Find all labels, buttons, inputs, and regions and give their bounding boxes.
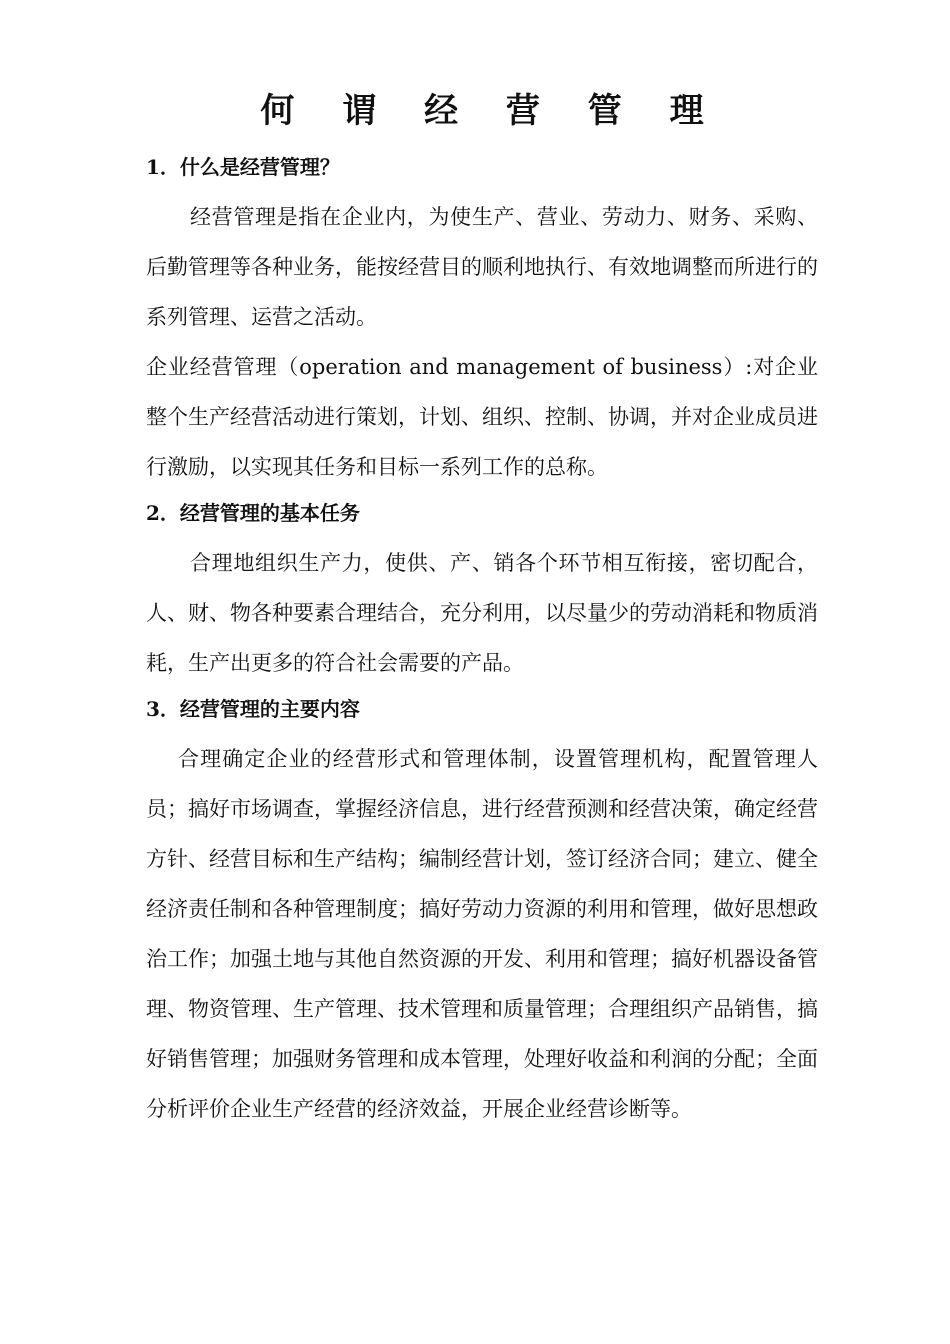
paragraph: 合理确定企业的经营形式和管理体制，设置管理机构，配置管理人员；搞好市场调查，掌握经济信息，进行经营预测和经营决策，确定经营方针、经营目标和生产结构；编制经营计划，签订经济合同；建立、健全经济责任制和各种管理制度；搞好劳动力资源的利用和管理，做好思想政治工作；加强土地与其他自然资源的开发、利用和管理；搞好机器设备管理、物资管理、生产管理、技术管理和质量管理；合理组织产品销售，搞好销售管理；加强财务管理和成本管理，处理好收益和利润的分配；全面分析评价企业生产经营的经济效益，开展企业经营诊断等。 — [146, 747, 818, 1121]
section-basic-tasks — [146, 496, 818, 688]
paragraph: 合理地组织生产力，使供、产、销各个环节相互衔接，密切配合，人、财、物各种要素合理结合，充分利用，以尽量少的劳动消耗和物质消耗，生产出更多的符合社会需要的产品。 — [146, 551, 818, 675]
section-heading: 2．经营管理的基本任务 — [146, 501, 360, 525]
document-page — [146, 88, 818, 1134]
section-heading: 3．经营管理的主要内容 — [146, 697, 360, 721]
section-heading: 1．什么是经营管理？ — [146, 155, 340, 179]
page-title: 何 谓 经 营 管 理 — [260, 91, 722, 131]
paragraph: 企业经营管理（operation and management of business）:对企业整个生产经营活动进行策划，计划、组织、控制、协调，并对企业成员进行激励，以实现其任务和目标一系列工作的总称。 — [146, 355, 818, 479]
paragraph: 经营管理是指在企业内，为使生产、营业、劳动力、财务、采购、后勤管理等各种业务，能按经营目的顺利地执行、有效地调整而所进行的系列管理、运营之活动。 — [146, 205, 818, 329]
section-main-content — [146, 692, 818, 1134]
section-what-is-management — [146, 150, 818, 492]
